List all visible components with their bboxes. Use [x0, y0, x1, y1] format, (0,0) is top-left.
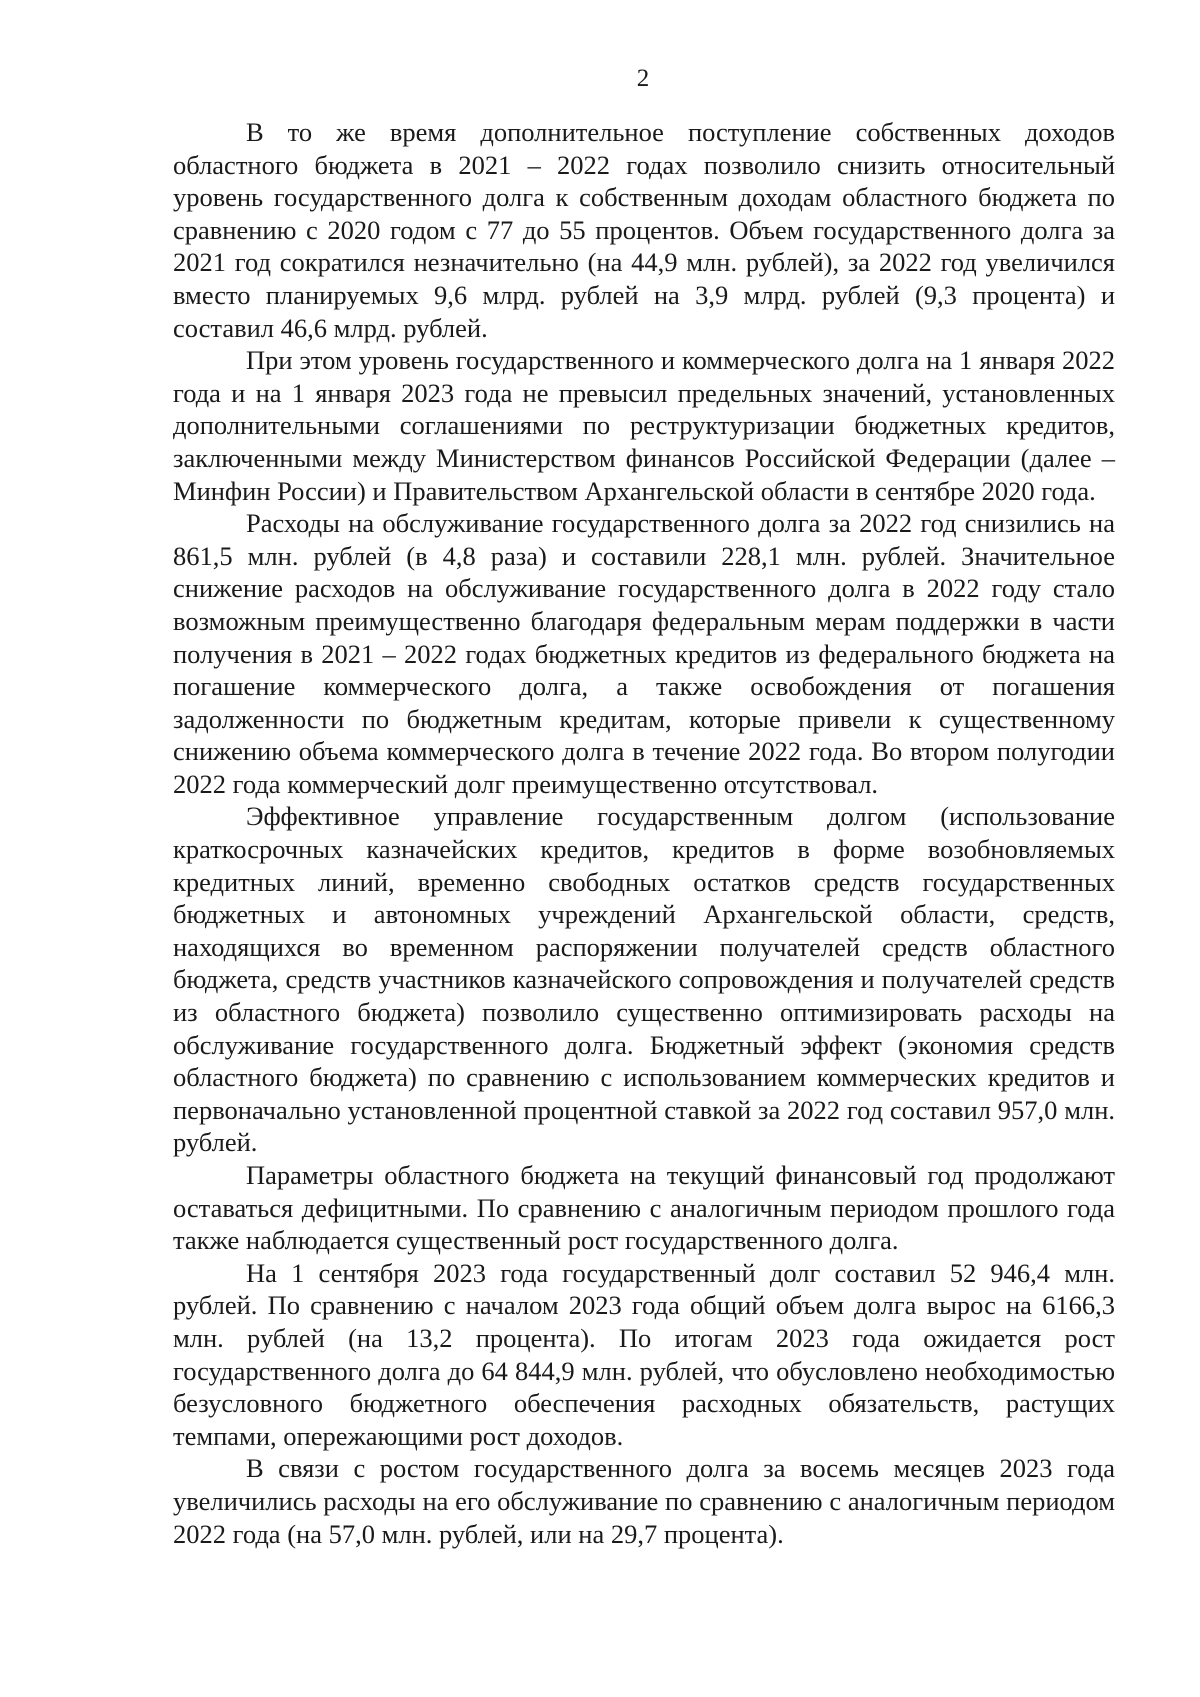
paragraph-debt-september: На 1 сентября 2023 года государственный долг составил 52 946,4 млн. рублей. По сравнению с началом 2023 года общий объем долга вырос на 6166,3 млн. рублей (на 13,2 процента). По итогам 2023 года ожидается рост государственного долга до 64 844,9 млн. рублей, что обусловлено необходимостью безусловного бюджетного обеспечения расходных обязательств, растущих темпами, опережающими рост доходов.	[173, 1257, 1115, 1451]
paragraph-debt-limits: При этом уровень государственного и коммерческого долга на 1 января 2022 года и на 1 января 2023 года не превысил предельных значений, установленных дополнительными соглашениями по реструктуризации бюджетных кредитов, заключенными между Министерством финансов Российской Федерации (далее – Минфин России) и Правительством Архангельской области в сентябре 2020 года.	[173, 345, 1115, 506]
document-body	[173, 116, 1115, 1550]
paragraph-budget-deficit: Параметры областного бюджета на текущий финансовый год продолжают оставаться дефицитными. По сравнению с аналогичным периодом прошлого года также наблюдается существенный рост государственного долга.	[173, 1160, 1115, 1256]
paragraph-debt-level: В то же время дополнительное поступление собственных доходов областного бюджета в 2021 – 2022 годах позволило снизить относительный уровень государственного долга к собственным доходам областного бюджета по сравнению с 2020 годом с 77 до 55 процентов. Объем государственного долга за 2021 год сократился незначительно (на 44,9 млн. рублей), за 2022 год увеличился вместо планируемых 9,6 млрд. рублей на 3,9 млрд. рублей (9,3 процента) и составил 46,6 млрд. рублей.	[173, 117, 1115, 343]
paragraph-debt-service-growth: В связи с ростом государственного долга за восемь месяцев 2023 года увеличились расходы на его обслуживание по сравнению с аналогичным периодом 2022 года (на 57,0 млн. рублей, или на 29,7 процента).	[173, 1453, 1115, 1549]
paragraph-debt-service-costs: Расходы на обслуживание государственного долга за 2022 год снизились на 861,5 млн. рублей (в 4,8 раза) и составили 228,1 млн. рублей. Значительное снижение расходов на обслуживание государственного долга в 2022 году стало возможным преимущественно благодаря федеральным мерам поддержки в части получения в 2021 – 2022 годах бюджетных кредитов из федерального бюджета на погашение коммерческого долга, а также освобождения от погашения задолженности по бюджетным кредитам, которые привели к существенному снижению объема коммерческого долга в течение 2022 года. Во втором полугодии 2022 года коммерческий долг преимущественно отсутствовал.	[173, 508, 1115, 799]
page-number: 2	[636, 65, 650, 92]
paragraph-debt-management: Эффективное управление государственным долгом (использование краткосрочных казначейских кредитов, кредитов в форме возобновляемых кредитных линий, временно свободных остатков средств государственных бюджетных и автономных учреждений Архангельской области, средств, находящихся во временном распоряжении получателей средств областного бюджета, средств участников казначейского сопровождения и получателей средств из областного бюджета) позволило существенно оптимизировать расходы на обслуживание государственного долга. Бюджетный эффект (экономия средств областного бюджета) по сравнению с использованием коммерческих кредитов и первоначально установленной процентной ставкой за 2022 год составил 957,0 млн. рублей.	[173, 801, 1115, 1158]
